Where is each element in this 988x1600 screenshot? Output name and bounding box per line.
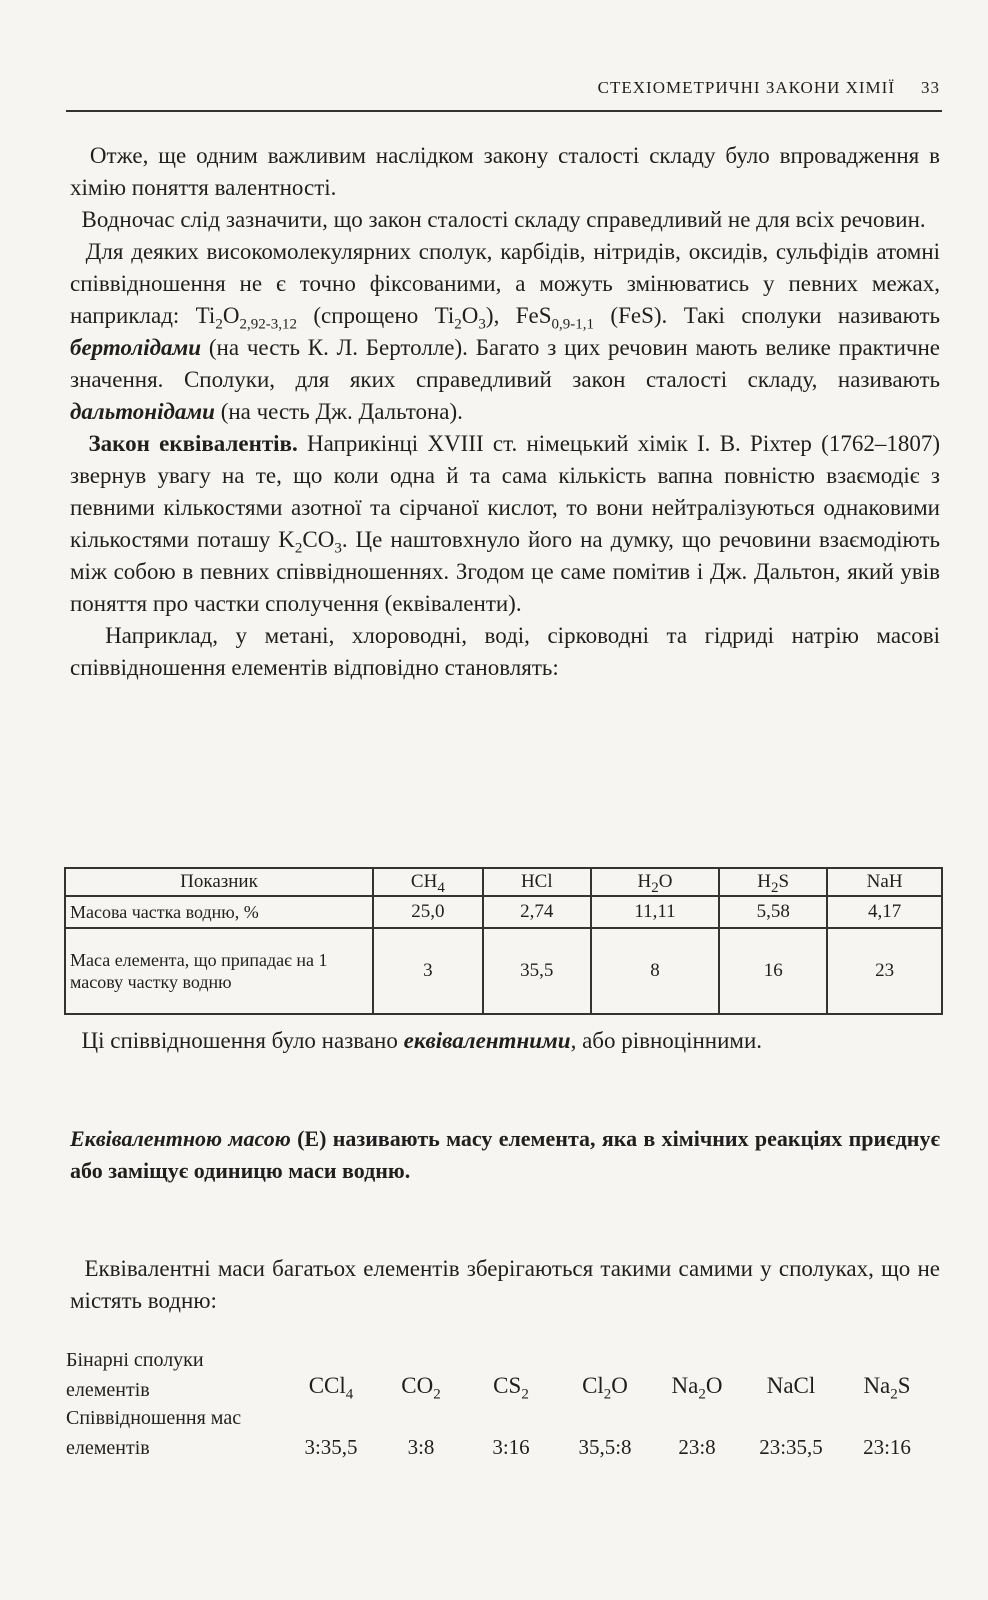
table-row — [65, 928, 942, 1014]
table-cell: 5,58 — [719, 896, 827, 928]
paragraph-1 — [70, 140, 940, 204]
row-label: Співвідношення мас елементів — [66, 1407, 242, 1459]
p3-text-d: O — [461, 303, 479, 328]
table-cell: 23 — [827, 928, 942, 1014]
table-header-cell: Показник — [65, 868, 373, 896]
subscript: 0,9-1,1 — [551, 316, 595, 333]
table-row-label: Маса елемента, що припадає на 1 масову частку водню — [65, 928, 373, 1014]
paragraph-6 — [70, 1025, 940, 1057]
formula-cell: $CO_2$ — [401, 1373, 441, 1403]
definition-symbol: (E) — [290, 1126, 327, 1151]
formula-cell: $Na_2S$ — [863, 1373, 911, 1403]
formula-cell: CCl$_4$ — [308, 1373, 354, 1403]
paragraph-4 — [70, 428, 940, 620]
formula-cell: $Na_2O$ — [671, 1373, 723, 1403]
subscript: 2 — [454, 316, 462, 333]
ratio-cell: 23:8 — [678, 1435, 716, 1459]
table-cell: 2,74 — [483, 896, 591, 928]
table-row-label: Масова частка водню, % — [65, 896, 373, 928]
ratio-row — [66, 1403, 946, 1461]
subscript: 3 — [334, 540, 342, 557]
running-header — [70, 78, 940, 98]
p4-text-c: . Це наштовхнуло його на думку, що речовини взаємодіють між собою в певних співвідношеннях. Згодом це саме помітив і Дж. Дальтон, який увів поняття про частки сполучення (еквіваленти). — [70, 527, 940, 616]
paragraph-2-text: Водночас слід зазначити, що закон сталості складу справедливий не для всіх речовин. — [81, 207, 926, 232]
formula-cell: $Cl_2O$ — [582, 1373, 628, 1403]
header-rule — [66, 110, 942, 112]
table-row — [65, 896, 942, 928]
subscript: 3 — [478, 316, 486, 333]
body-text-mid — [70, 1025, 940, 1057]
table-cell: 8 — [591, 928, 719, 1014]
p3-text-a: Для деяких високомолекулярних сполук, карбідів, нітридів, оксидів, сульфідів атомні співвідношення не є точно фіксованими, а можуть змінюватись у певних межах, наприклад: Ti — [70, 239, 941, 328]
law-of-equivalents-title: Закон еквівалентів. — [88, 431, 298, 456]
p3-text-b: O — [222, 303, 240, 328]
table-cell: 25,0 — [373, 896, 483, 928]
table-header-cell: NaH — [827, 868, 942, 896]
table-header-cell: $H_2S$ — [719, 868, 827, 896]
definition-text: називають масу елемента, яка в хімічних реакціях приєднує або заміщує одиницю маси водню. — [70, 1126, 940, 1183]
term-bertollides: бертолідами — [70, 335, 202, 360]
ratio-cell: 3:35,5 — [304, 1435, 358, 1459]
p3-text-c: (спрощено Ti — [296, 303, 455, 328]
p3-text-g: (на честь К. Л. Бертолле). Багато з цих речовин мають велике практичне значення. Сполуки, для яких справедливий закон сталості складу, називають — [70, 335, 940, 392]
ratio-cell: 3:8 — [407, 1435, 435, 1459]
paragraph-7-text: Еквівалентні маси багатьох елементів зберігаються такими самими у сполуках, що не містять водню: — [70, 1256, 941, 1313]
table-header-row — [65, 868, 942, 896]
p4-text-b: CO — [302, 527, 335, 552]
p6-text-a: Ці співвідношення було названо — [81, 1028, 404, 1053]
p3-text-h: (на честь Дж. Дальтона). — [214, 399, 463, 424]
page-number: 33 — [921, 78, 940, 97]
header-title: СТЕХІОМЕТРИЧНІ ЗАКОНИ ХІМІЇ — [597, 78, 895, 97]
p3-text-e: ), FeS — [485, 303, 552, 328]
definition-block — [70, 1123, 940, 1187]
body-text-top — [70, 140, 940, 684]
table-cell: 35,5 — [483, 928, 591, 1014]
subscript: 2 — [215, 316, 223, 333]
table-cell: 16 — [719, 928, 827, 1014]
subscript: 2 — [294, 540, 303, 557]
ratio-cell: 23:35,5 — [759, 1435, 823, 1459]
table-header-cell: $CH_4$ — [373, 868, 483, 896]
p4-text-a: Наприкінці XVIII ст. німецький хімік І. В. Ріхтер (1762–1807) звернув увагу на те, що коли одна й та сама кількість вапна повністю взаємодіє з певними кількостями азотної та сірчаної кислот, то вони нейтралізуються однаковими кількостями поташу K — [70, 431, 940, 552]
subscript: 2,92-3,12 — [239, 316, 297, 333]
definition-term: Еквівалентною масою — [70, 1126, 291, 1151]
ratio-cell: 3:16 — [492, 1435, 530, 1459]
p3-text-f: (FeS). Такі сполуки називають — [594, 303, 941, 328]
paragraph-5-text: Наприклад, у метані, хлороводні, воді, сірководні та гідриді натрію масові співвідношення елементів відповідно становлять: — [70, 623, 940, 680]
ratio-cell: 23:16 — [863, 1435, 911, 1459]
paragraph-2 — [70, 204, 940, 236]
formula-row — [66, 1345, 946, 1403]
paragraph-5 — [70, 620, 940, 684]
table-cell: 11,11 — [591, 896, 719, 928]
table-header-cell: HCl — [483, 868, 591, 896]
term-equivalent: еквівалентними — [403, 1028, 571, 1053]
row-label: Бінарні сполуки елементів — [66, 1349, 204, 1401]
paragraph-1-text: Отже, ще одним важливим наслідком закону сталості складу було впровадження в хімію поняття валентності. — [70, 143, 941, 200]
formula-cell: NaCl — [766, 1373, 816, 1398]
table-cell: 4,17 — [827, 896, 942, 928]
ratio-cell: 35,5:8 — [578, 1435, 632, 1459]
binary-compounds-table — [66, 1345, 946, 1461]
table-cell: 3 — [373, 928, 483, 1014]
p6-text-b: , або рівноцінними. — [570, 1028, 763, 1053]
formula-cell: $CS_2$ — [493, 1373, 529, 1403]
mass-ratio-table — [64, 867, 943, 1015]
table-header-cell: $H_2O$ — [591, 868, 719, 896]
term-daltonides: дальтонідами — [70, 399, 215, 424]
paragraph-7 — [70, 1253, 940, 1317]
paragraph-3 — [70, 236, 940, 428]
